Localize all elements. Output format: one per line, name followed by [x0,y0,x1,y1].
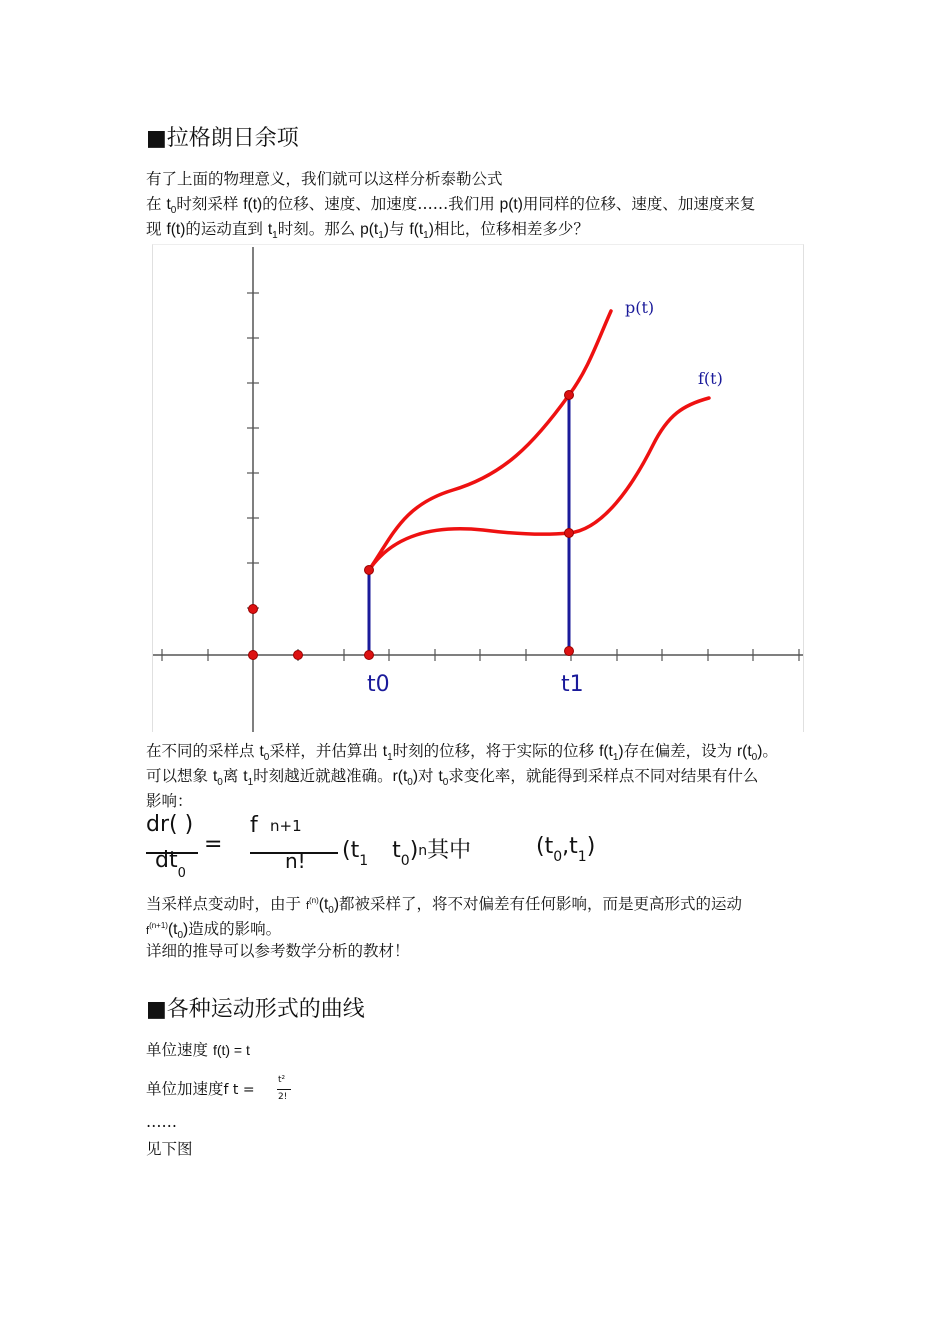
sample-points [249,391,574,660]
paragraph-line: 详细的推导可以参考数学分析的教材！ [146,942,410,960]
formula-t1-t0: ($t_1$ $t_0)^n$其中 [342,838,472,869]
paragraph-line: 影响： [146,792,193,810]
paragraph-line: 现 f(t)的运动直到 $t_1$时刻。那么 $p(t_1)$与 $f(t_1)$相比，位移相差多少？ [146,220,589,241]
formula-dt: $dt_0$ [155,848,186,881]
paragraph-line: 在 $t_0$时刻采样 f(t)的位移、速度、加速度……我们用 p(t)用同样的位移、速度、加速度来复 [146,195,756,216]
taylor-remainder-figure [152,244,804,732]
t0-label: t0 [367,672,390,697]
formula-n-plus-1: n+1 [270,817,302,835]
p-t-label: p(t) [625,298,655,317]
section-heading-lagrange: ■拉格朗日余项 [146,126,299,151]
paragraph-line: 当采样点变动时，由于 $f^{(n)}(t_0)$都被采样了，将不对偏差有任何影响，而是更高形式的运动 [146,895,742,916]
accel-fraction-num: t² [278,1075,286,1085]
ellipsis-line: …… [146,1113,177,1131]
unit-velocity-line: 单位速度 f(t) = t [146,1041,250,1059]
formula-equals: = [204,832,223,857]
formula-dr: dr( ) [146,812,194,837]
t1-label: t1 [561,672,584,697]
figure-svg [153,245,803,732]
paragraph-line: 可以想象 $t_0$离 $t_1$时刻越近就越准确。$r(t_0)$对 $t_0$求变化率，就能得到采样点不同对结果有什么 [146,767,759,788]
paragraph-line: $f^{(n+1)}(t_0)$造成的影响。 [146,920,282,941]
formula-n-factorial: n! [285,849,306,873]
paragraph-line: 有了上面的物理意义，我们就可以这样分析泰勒公式 [146,170,503,188]
f-t-label: f(t) [698,369,723,388]
accel-fraction-bar [277,1089,291,1090]
formula-range: $(t_0,t_1)$ [536,834,596,865]
paragraph-line: 在不同的采样点 $t_0$采样，并估算出 $t_1$时刻的位移，将于实际的位移 $f(t_1)$存在偏差，设为 $r(t_0)$。 [146,742,778,763]
f-t-curve [369,398,709,570]
accel-fraction-den: 2! [278,1092,288,1102]
section-heading-motion-curves: ■各种运动形式的曲线 [146,997,365,1022]
unit-acceleration-line: 单位加速度f t = [146,1080,255,1098]
see-below-line: 见下图 [146,1140,193,1158]
formula-f: f [250,813,258,838]
